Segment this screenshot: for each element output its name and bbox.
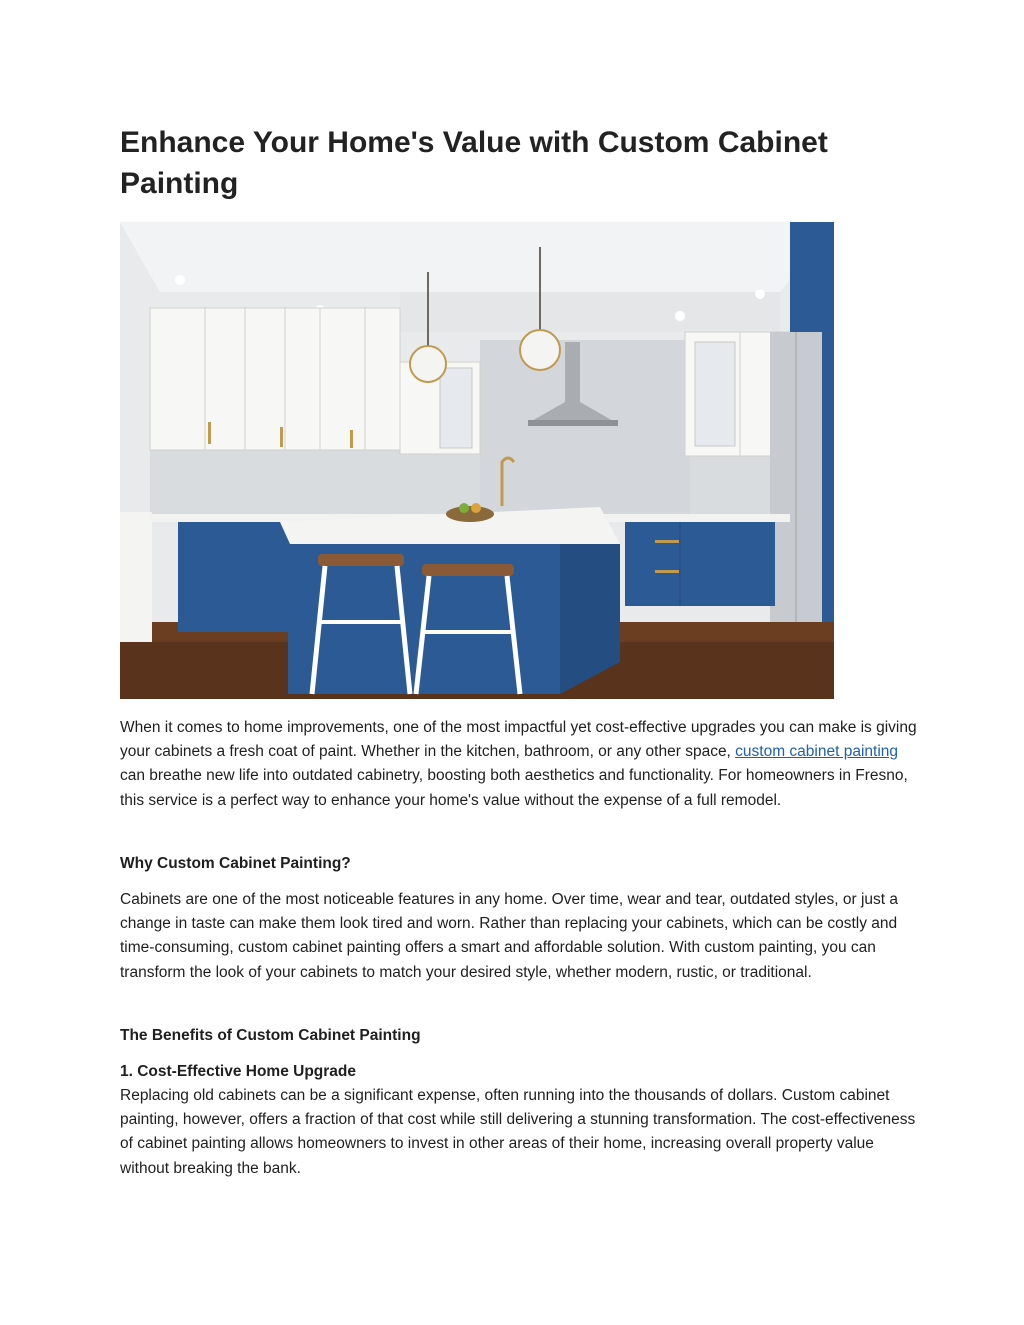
benefits-heading: The Benefits of Custom Cabinet Painting (120, 1027, 421, 1044)
intro-text-end: can breathe new life into outdated cabinetry, boosting both aesthetics and functionality. For homeowners in Fresno, this service is a perfect way to enhance your home's value without the expense of a full remodel. (120, 767, 908, 809)
why-heading: Why Custom Cabinet Painting? (120, 855, 351, 872)
why-paragraph: Cabinets are one of the most noticeable features in any home. Over time, wear and tear, outdated styles, or just a change in taste can make them look tired and worn. Rather than replacing your cabinets, which can be costly and time-consuming, custom cabinet painting offers a smart and affordable solution. With custom painting, you can transform the look of your cabinets to match your desired style, whether modern, rustic, or traditional. (120, 891, 899, 981)
custom-cabinet-painting-link[interactable]: custom cabinet painting (735, 743, 899, 761)
benefit-1-paragraph: Replacing old cabinets can be a significant expense, often running into the thousands of dollars. Custom cabinet painting, however, offers a fraction of that cost while still delivering a stunning transformation. The cost-effectiveness of cabinet painting allows homeowners to invest in other areas of their home, increasing overall property value without breaking the bank. (120, 1087, 916, 1177)
benefit-1-heading: 1. Cost-Effective Home Upgrade (120, 1063, 356, 1080)
intro-paragraph (120, 716, 920, 813)
page-title: Enhance Your Home's Value with Custom Cabinet Painting (120, 126, 828, 200)
kitchen-photo (120, 222, 834, 699)
intro-text-start: When it comes to home improvements, one of the most impactful yet cost-effective upgrades you can make is giving your cabinets a fresh coat of paint. Whether in the kitchen, bathroom, or any other space, (120, 719, 917, 761)
